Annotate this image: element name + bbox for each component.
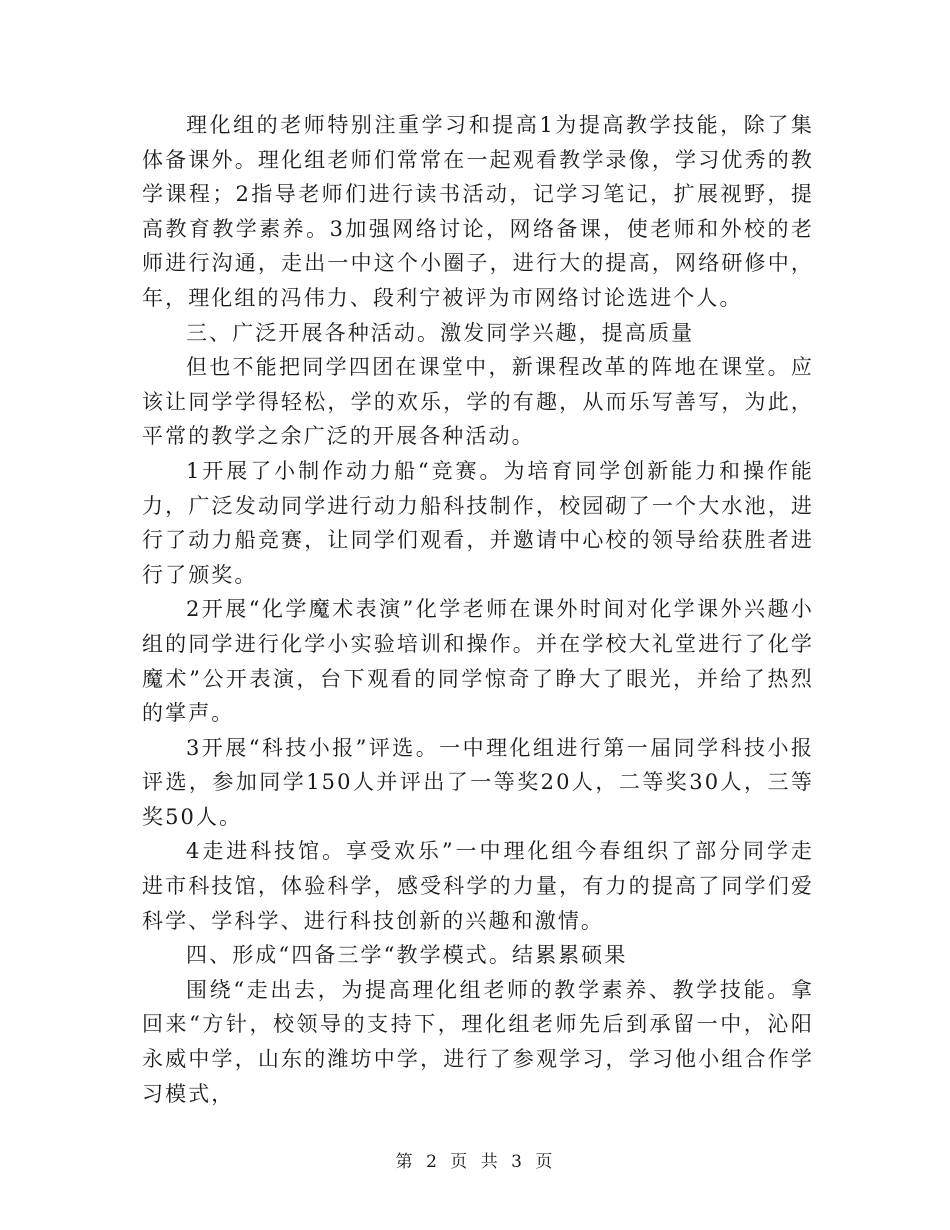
paragraph-power-boat: 1开展了小制作动力船“竞赛。为培育同学创新能力和操作能力，广泛发动同学进行动力船科技制作，校园砌了一个大水池，进行了动力船竞赛，让同学们观看，并邀请中心校的领导给获胜者进行了颁奖。 [142, 458, 814, 587]
paragraph-science-newspaper: 3开展“科技小报”评选。一中理化组进行第一届同学科技小报评选，参加同学150人并评出了一等奖20人，二等奖30人，三等奖50人。 [142, 735, 814, 829]
document-body [142, 108, 814, 1111]
paragraph-classroom: 但也不能把同学四团在课堂中，新课程改革的阵地在课堂。应该让同学学得轻松，学的欢乐，学的有趣，从而乐写善写，为此，平常的教学之余广泛的开展各种活动。 [142, 355, 814, 449]
paragraph-teacher-training: 理化组的老师特别注重学习和提高1为提高教学技能，除了集体备课外。理化组老师们常常在一起观看教学录像，学习优秀的教学课程；2指导老师们进行读书活动，记学习笔记，扩展视野，提高教育教学素养。3加强网络讨论，网络备课，使老师和外校的老师进行沟通，走出一中这个小圈子，进行大的提高，网络研修中，年，理化组的冯伟力、段利宁被评为市网络讨论选进个人。 [142, 113, 814, 310]
section-heading-teaching-mode: 四、形成“四备三学“教学模式。结累累硕果 [186, 943, 628, 968]
paragraph-chemistry-magic: 2开展“化学魔术表演”化学老师在课外时间对化学课外兴趣小组的同学进行化学小实验培训和操作。并在学校大礼堂进行了化学魔术”公开表演，台下观看的同学惊奇了睁大了眼光，并给了热烈的掌声。 [142, 597, 814, 726]
page-number-footer: 第 2 页 共 3 页 [395, 1152, 555, 1172]
paragraph-visits: 围绕“走出去，为提高理化组老师的教学素养、教学技能。拿回来“方针，校领导的支持下，理化组老师先后到承留一中，沁阳永威中学，山东的潍坊中学，进行了参观学习，学习他小组合作学习模式， [142, 977, 814, 1106]
section-heading-activities: 三、广泛开展各种活动。激发同学兴趣，提高质量 [186, 320, 695, 345]
paragraph-science-museum: 4走进科技馆。享受欢乐”一中理化组今春组织了部分同学走进市科技馆，体验科学，感受科学的力量，有力的提高了同学们爱科学、学科学、进行科技创新的兴趣和激情。 [142, 839, 814, 933]
